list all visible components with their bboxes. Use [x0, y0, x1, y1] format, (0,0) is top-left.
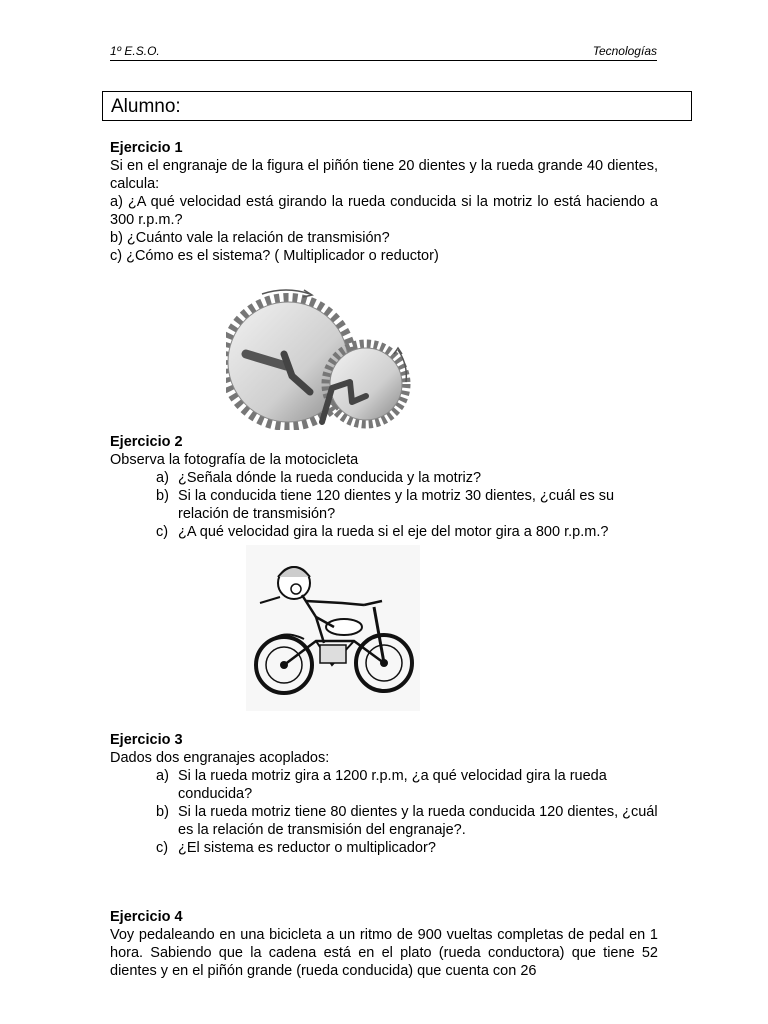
exercise-2-title: Ejercicio 2 — [110, 434, 183, 450]
exercise-4-title: Ejercicio 4 — [110, 909, 183, 925]
subject-label: Tecnologías — [592, 44, 657, 58]
exercise-3-item-c: c) ¿El sistema es reductor o multiplicador? — [156, 840, 436, 856]
page-header — [110, 44, 657, 61]
exercise-3-item-b: b) Si la rueda motriz tiene 80 dientes y la rueda conducida 120 dientes, ¿cuál es la relación de transmisión del engranaje?. — [156, 804, 658, 838]
exercise-2-intro: Observa la fotografía de la motocicleta — [110, 452, 359, 468]
course-label: 1º E.S.O. — [110, 44, 160, 58]
exercise-1-item-c: c) ¿Cómo es el sistema? ( Multiplicador o reductor) — [110, 248, 439, 264]
exercise-2-item-a: a) ¿Señala dónde la rueda conducida y la motriz? — [156, 470, 482, 486]
gears-figure — [226, 284, 416, 430]
exercise-1-title: Ejercicio 1 — [110, 140, 183, 156]
exercise-1-item-a: a) ¿A qué velocidad está girando la rueda conducida si la motriz lo está haciendo a 300 r.p.m.? — [110, 194, 658, 228]
exercise-1-intro: Si en el engranaje de la figura el piñón tiene 20 dientes y la rueda grande 40 dientes, calcula: — [110, 158, 658, 192]
student-name-label: Alumno: — [111, 96, 181, 117]
exercise-1-item-b: b) ¿Cuánto vale la relación de transmisión? — [110, 230, 390, 246]
exercise-2-item-c: c) ¿A qué velocidad gira la rueda si el eje del motor gira a 800 r.p.m.? — [156, 524, 609, 540]
exercise-3-title: Ejercicio 3 — [110, 732, 183, 748]
exercise-4 — [110, 908, 658, 980]
student-name-box[interactable] — [102, 91, 692, 121]
exercise-3-intro: Dados dos engranajes acoplados: — [110, 750, 330, 766]
exercise-3 — [110, 731, 658, 857]
motorcycle-figure — [246, 545, 420, 711]
exercise-3-item-a: a) Si la rueda motriz gira a 1200 r.p.m, ¿a qué velocidad gira la rueda conducida? — [156, 768, 607, 802]
exercise-2 — [110, 433, 658, 541]
exercise-4-text: Voy pedaleando en una bicicleta a un ritmo de 900 vueltas completas de pedal en 1 hora. Sabiendo que la cadena está en el plato (rueda conductora) que tiene 52 dientes y en el piñón grande (rueda conducida) que cuenta con 26 — [110, 927, 658, 979]
exercise-1 — [110, 139, 658, 265]
exercise-2-item-b: b) Si la conducida tiene 120 dientes y la motriz 30 dientes, ¿cuál es su relación de transmisión? — [156, 488, 615, 522]
